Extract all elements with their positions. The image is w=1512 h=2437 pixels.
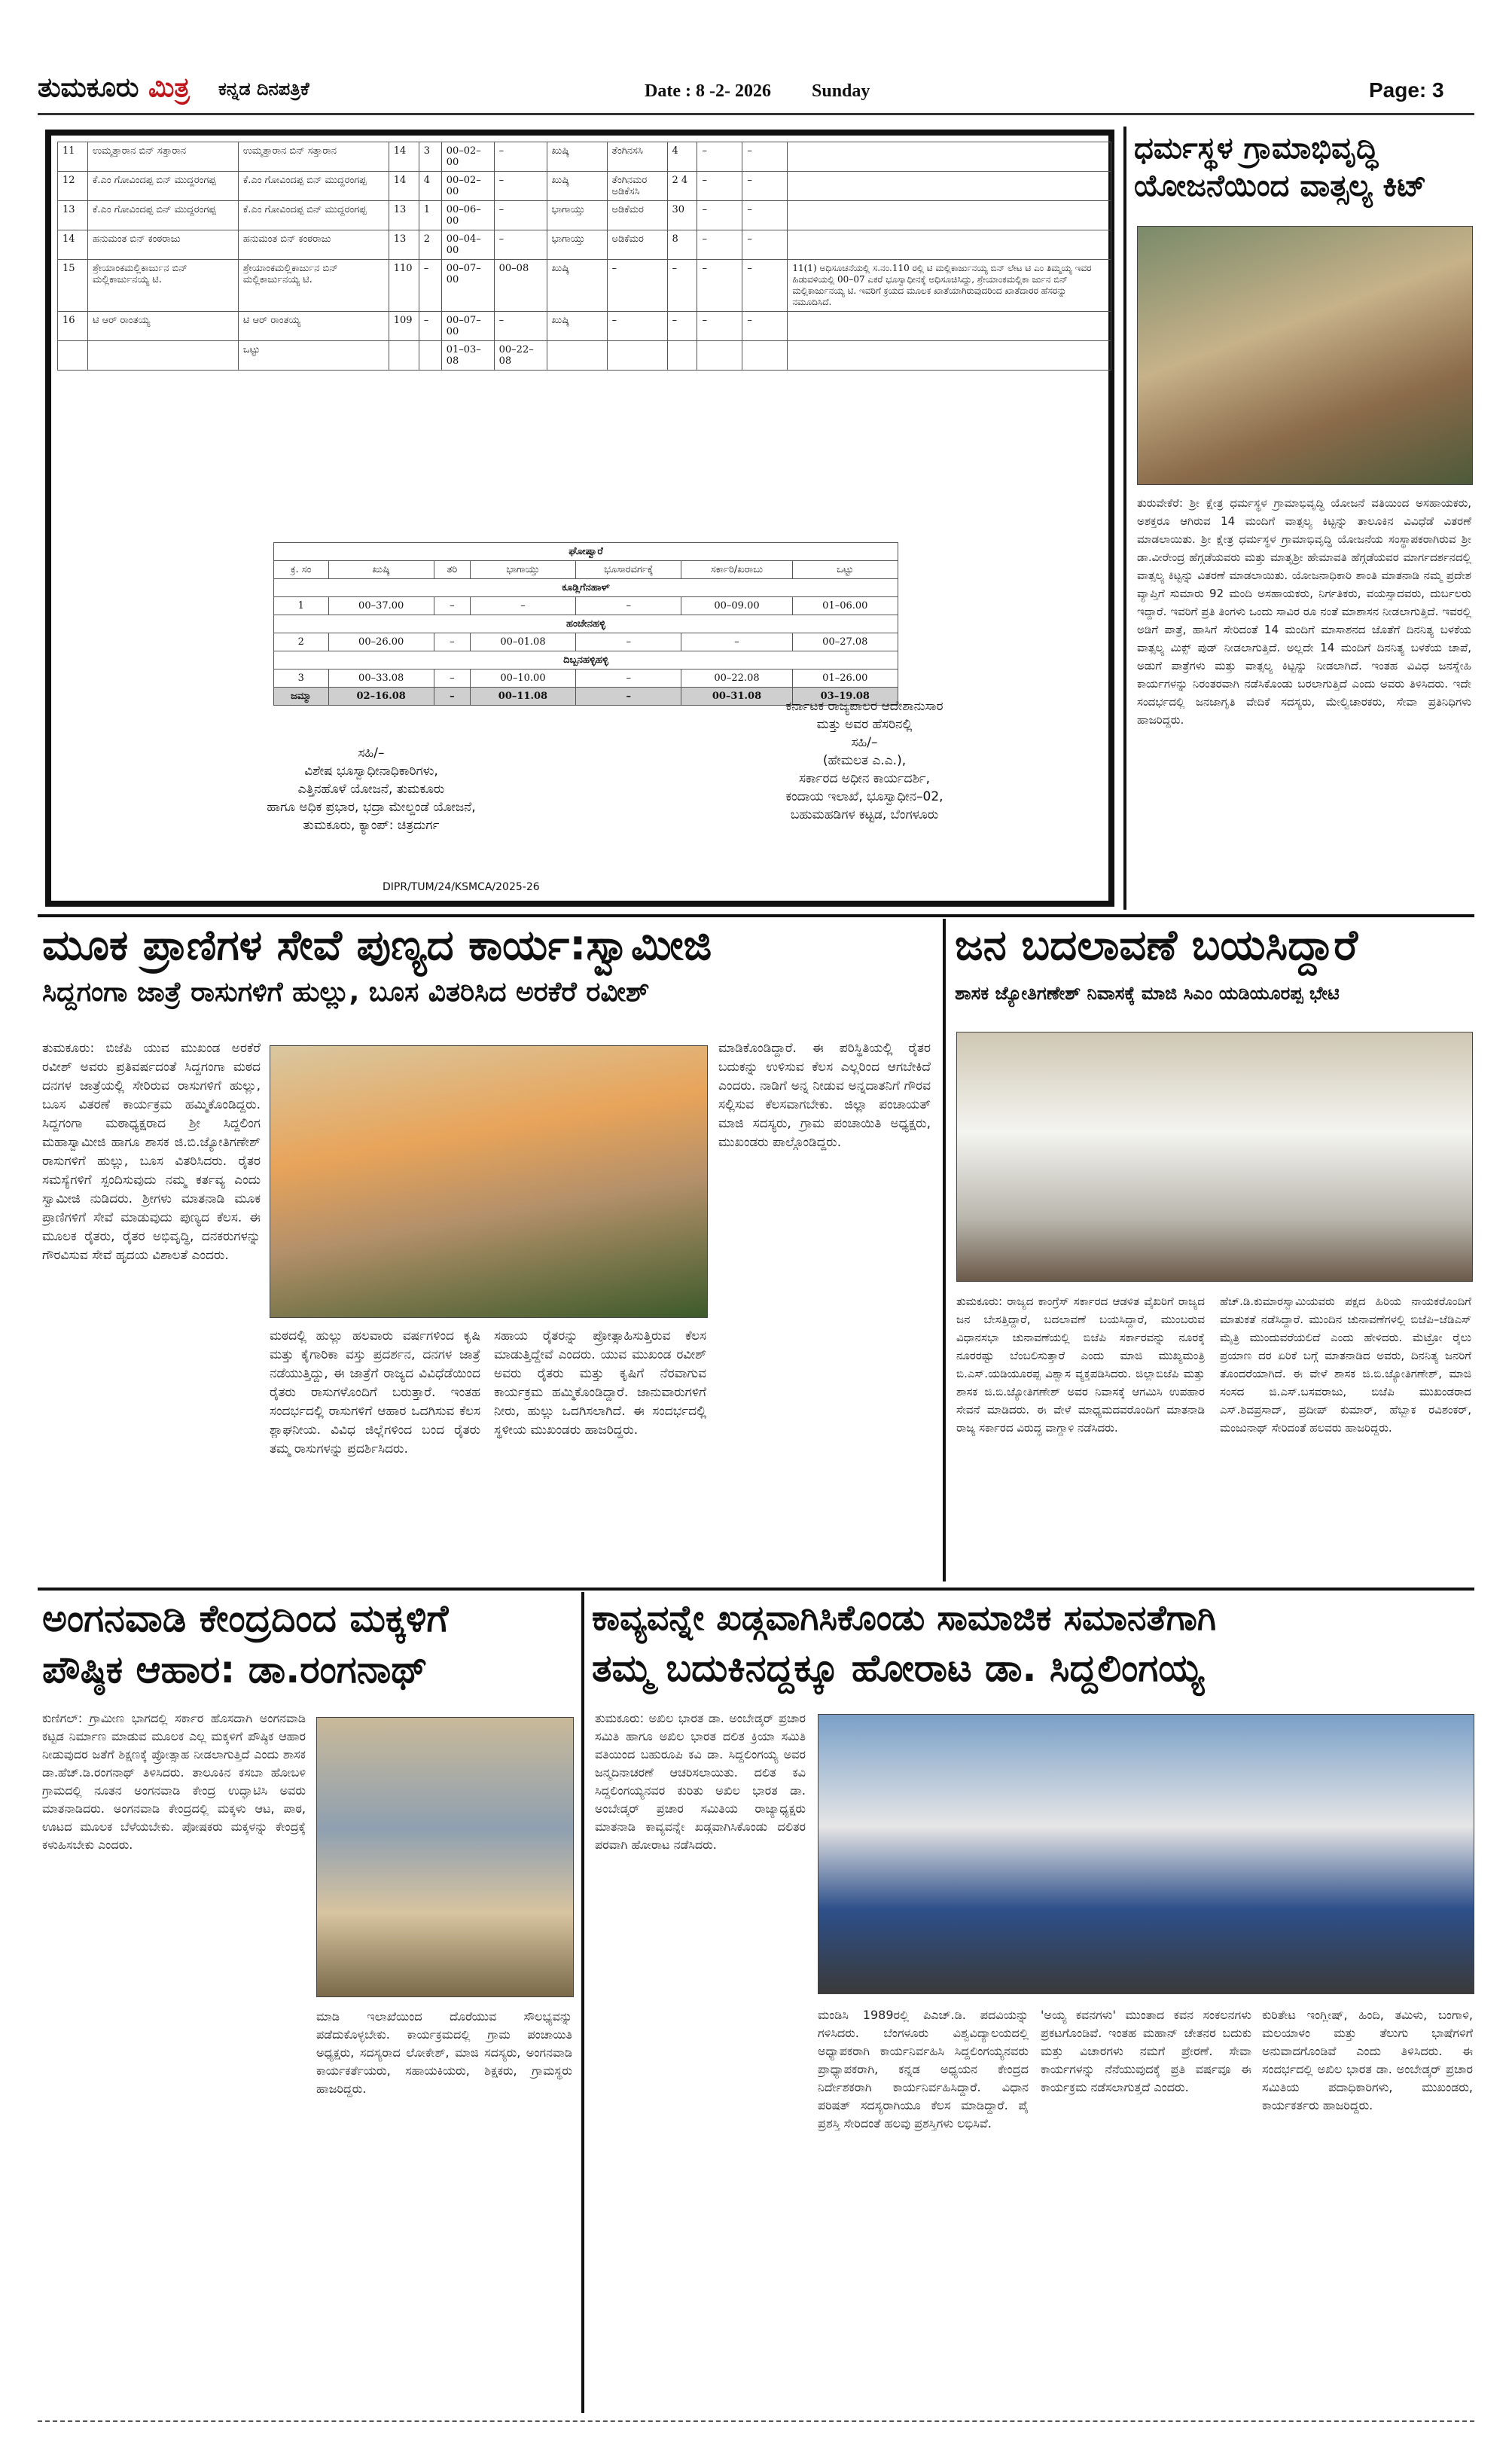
table-cell: 00–04–00 (441, 230, 494, 260)
table-row (58, 312, 1111, 341)
summary-cell: – (576, 688, 681, 706)
summary-title: ಘೋಷ್ವಾರೆ (274, 543, 898, 561)
table-row (58, 172, 1111, 201)
table-cell: – (494, 172, 547, 201)
summary-cell: – (576, 597, 681, 615)
table-cell (697, 341, 742, 371)
table-cell: 11 (58, 142, 88, 172)
table-cell: – (742, 172, 788, 201)
table-cell: 4 (419, 172, 441, 201)
summary-cell: – (434, 633, 470, 651)
table-cell: – (742, 260, 788, 312)
summary-cell: 00–22.08 (681, 669, 792, 688)
signature-right (706, 697, 1023, 824)
summary-table (273, 542, 898, 706)
table-cell: ಶ್ರೇಯಾಂಕಮಲ್ಲಿಕಾರ್ಜುನ ಬಿನ್ ಮಲ್ಲಿಕಾರ್ಜುನಯ್ಯ ಟಿ. (87, 260, 238, 312)
table-cell: ಉಮ್ಮತ್ತಾರಾನ ಬಿನ್ ಸತ್ತಾರಾನ (87, 142, 238, 172)
summary-cell: 02–16.08 (328, 688, 434, 706)
table-cell: ಕೆ.ಎಂ ಗೋವಿಂದಪ್ಪ ಬಿನ್ ಮುದ್ದರಂಗಪ್ಪ (87, 201, 238, 230)
summary-cell: 3 (274, 669, 329, 688)
sign-line: ವಿಶೇಷ ಭೂಸ್ವಾಧೀನಾಧಿಕಾರಿಗಳು, (304, 764, 438, 779)
table-cell: ತೆಂಗಿನಸಸಿ (607, 142, 667, 172)
sign-line: ಕಂದಾಯ ಇಲಾಖೆ, ಭೂಸ್ವಾಧೀನ–02, (785, 789, 943, 804)
summary-cell: 00–27.08 (792, 633, 898, 651)
table-cell: – (697, 201, 742, 230)
table-row (58, 341, 1111, 371)
table-cell: ಉಮ್ಮತ್ತಾರಾನ ಬಿನ್ ಸತ್ತಾರಾನ (238, 142, 389, 172)
table-cell: – (697, 142, 742, 172)
headline-change: ಜನ ಬದಲಾವಣೆ ಬಯಸಿದ್ದಾರೆ (955, 921, 1358, 970)
table-cell: – (742, 142, 788, 172)
section-rule (38, 914, 1474, 917)
gazette-notice (45, 130, 1114, 907)
article-body: ಕುಣಿಗಲ್: ಗ್ರಾಮೀಣ ಭಾಗದಲ್ಲಿ ಸರ್ಕಾರ ಹೊಸದಾಗಿ ಅಂಗನವಾಡಿ ಕಟ್ಟಡ ನಿರ್ಮಾಣ ಮಾಡುವ ಮೂಲಕ ಎಲ್ಲ ಮಕ್ಕಳಿಗೆ ಪೌಷ್ಠಿಕ ಆಹಾರ ನೀಡುವುದರ ಜತೆಗೆ ಶಿಕ್ಷಣಕ್ಕೆ ಪ್ರೋತ್ಸಾಹ ನೀಡಲಾಗುತ್ತಿದೆ ಎಂದು ಶಾಸಕ ಡಾ.ಹೆಚ್.ಡಿ.ರಂಗನಾಥ್ ತಿಳಿಸಿದರು. ತಾಲೂಕಿನ ಕಸಬಾ ಹೋಬಳಿ ಗ್ರಾಮದಲ್ಲಿ ನೂತನ ಅಂಗನವಾಡಿ ಕೇಂದ್ರ ಉದ್ಘಾಟಿಸಿ ಅವರು ಮಾತನಾಡಿದರು. ಅಂಗನವಾಡಿ ಕೇಂದ್ರದಲ್ಲಿ ಮಕ್ಕಳು ಆಟ, ಪಾಠ, ಊಟದ ಮೂಲಕ ಬೆಳೆಯಬೇಕು. ಪೋಷಕರು ಮಕ್ಕಳನ್ನು ಕೇಂದ್ರಕ್ಕೆ ಕಳುಹಿಸಬೇಕು ಎಂದರು. (42, 1711, 306, 1852)
table-cell: – (742, 312, 788, 341)
table-cell: 00–22–08 (494, 341, 547, 371)
table-cell: ಹನುಮಂತ ಬಿನ್ ಕಂಠರಾಜು (87, 230, 238, 260)
sign-line: ಹಾಗೂ ಅಧಿಕ ಪ್ರಭಾರ, ಭದ್ರಾ ಮೇಲ್ದಂಡೆ ಯೋಜನೆ, (267, 800, 476, 815)
signature-left (209, 744, 533, 834)
summary-cell: 01–06.00 (792, 597, 898, 615)
table-cell: ಖುಷ್ಕಿ (547, 260, 607, 312)
headline-seva: ಮೂಕ ಪ್ರಾಣಿಗಳ ಸೇವೆ ಪುಣ್ಯದ ಕಾರ್ಯ:ಸ್ವಾಮೀಜಿ (42, 921, 712, 970)
table-cell: – (697, 230, 742, 260)
table-cell: – (607, 260, 667, 312)
column-rule (581, 1592, 584, 2413)
summary-cell: ಕ್ರ. ಸಂ (274, 561, 329, 579)
table-cell: – (742, 201, 788, 230)
table-cell (607, 341, 667, 371)
summary-cell: – (681, 633, 792, 651)
summary-cell: ಜಮ್ಮಾ (274, 688, 329, 706)
article-body: ಮಠದಲ್ಲಿ ಹುಲ್ಲು ಹಲವಾರು ವರ್ಷಗಳಿಂದ ಕೃಷಿ ಮತ್ತು ಕೈಗಾರಿಕಾ ವಸ್ತು ಪ್ರದರ್ಶನ, ದನಗಳ ಜಾತ್ರೆ ನಡೆಯುತ್ತಿದ್ದು, ಈ ಜಾತ್ರೆಗೆ ರಾಜ್ಯದ ವಿವಿಧೆಡೆಯಿಂದ ರೈತರು ರಾಸುಗಳೊಂದಿಗೆ ಬರುತ್ತಾರೆ. ಇಂತಹ ಸಂದರ್ಭದಲ್ಲಿ ರಾಸುಗಳಿಗೆ ಆಹಾರ ಒದಗಿಸುವ ಕೆಲಸ ಶ್ಲಾಘನೀಯ. ವಿವಿಧ ಜಿಲ್ಲೆಗಳಿಂದ ಬಂದ ರೈತರು ತಮ್ಮ ರಾಸುಗಳನ್ನು ಪ್ರದರ್ಶಿಸಿದರು. (270, 1328, 480, 1456)
table-cell: 00–08 (494, 260, 547, 312)
article-body: ತುರುವೇಕೆರೆ: ಶ್ರೀ ಕ್ಷೇತ್ರ ಧರ್ಮಸ್ಥಳ ಗ್ರಾಮಾಭಿವೃದ್ಧಿ ಯೋಜನೆ ವತಿಯಿಂದ ಅಸಹಾಯಕರು, ಅಶಕ್ತರೂ ಆಗಿರುವ 14 ಮಂದಿಗೆ ವಾತ್ಸಲ್ಯ ಕಿಟ್ಟನ್ನು ತಾಲೂಕಿನ ವಿವಿಧೆಡೆ ವಿತರಣೆ ಮಾಡಲಾಯಿತು. ಶ್ರೀ ಕ್ಷೇತ್ರ ಧರ್ಮಸ್ಥಳ ಗ್ರಾಮಾಭಿವೃದ್ಧಿ ಯೋಜನೆಯ ಸಂಸ್ಥಾಪಕರಾಗಿರುವ ಶ್ರೀ ಡಾ.ವೀರೇಂದ್ರ ಹೆಗ್ಗಡೆಯವರು ಮತ್ತು ಮಾತೃಶ್ರೀ ಹೇಮಾವತಿ ಹೆಗ್ಗಡೆಯವರ ಮಾರ್ಗದರ್ಶನದಲ್ಲಿ ವಾತ್ಸಲ್ಯ ಕಿಟ್ಟನ್ನು ವಿತರಣೆ ಮಾಡಲಾಯಿತು. ಯೋಜನಾಧಿಕಾರಿ ಶಾಂತಿ ಮಾತನಾಡಿ ನಮ್ಮ ಪ್ರದೇಶ ವ್ಯಾಪ್ತಿಗೆ ಸುಮಾರು 92 ಮಂದಿ ಅಸಹಾಯಕರು, ನಿರ್ಗತಿಕರು, ವಯಸ್ಸಾದವರು, ದುರ್ಬಲರು ಇದ್ದಾರೆ. ಇವರಿಗೆ ಪ್ರತಿ ತಿಂಗಳು ಒಂದು ಸಾವಿರ ರೂ ನಂತೆ ಮಾಶಾಸನ ನೀಡಲಾಗುತ್ತಿದೆ. ಇವರಲ್ಲಿ ಅಡಿಗೆ ಪಾತ್ರೆ, ಹಾಸಿಗೆ ಸೇರಿದಂತೆ 14 ಮಂದಿಗೆ ಮಾಸಾಶನದ ಜೊತೆಗೆ ದಿನನಿತ್ಯ ಬಳಕೆಯ ವಾತ್ಸಲ್ಯ ಮಿಕ್ಸ್ ಪುಡ್ ನೀಡಲಾಗುತ್ತಿದೆ. ಅಲ್ಲದೇ 14 ಮಂದಿಗೆ ದಿನನಿತ್ಯ ಬಳಕೆಯ ಚಾಪೆ, ಅಡುಗೆ ಪಾತ್ರೆಗಳು ಮತ್ತು ವಾತ್ಸಲ್ಯ ಕಿಟ್ಟನ್ನು ನೀಡಲಾಗಿದೆ. ಇಂತಹ ವಿವಿಧ ಜನಸ್ನೇಹಿ ಕಾರ್ಯಗಳನ್ನು ನಿರಂತರವಾಗಿ ನಡೆಸಿಕೊಂಡು ಬರಲಾಗುತ್ತಿದೆ ಎಂದು ಅವರು ತಿಳಿಸಿದರು. ಇದೇ ಸಂದರ್ಭದಲ್ಲಿ ಜನಜಾಗೃತಿ ವೇದಿಕೆ ಸದಸ್ಯರು, ಮೇಲ್ವಿಚಾರಕರು, ಸೇವಾ ಪ್ರತಿನಿಧಿಗಳು ಹಾಜರಿದ್ದರು. (1137, 496, 1471, 727)
photo-kit-distribution (1137, 226, 1473, 485)
table-cell (788, 312, 1111, 341)
table-row (58, 142, 1111, 172)
table-cell: 16 (58, 312, 88, 341)
summary-row (274, 633, 898, 651)
summary-cell: 03–19.08 (792, 688, 898, 706)
table-cell (667, 341, 697, 371)
table-cell (547, 341, 607, 371)
table-cell: 11(1) ಅಧಿಸೂಚನೆಯಲ್ಲಿ ಸ.ನಂ.110 ರಲ್ಲಿ ಟಿ ಮಲ್ಲಿಕಾರ್ಜುನಯ್ಯ ಬಿನ್ ಲೇಟ ಟಿ ಎಂ ತಿಮ್ಮಯ್ಯ ಇವರ ಹಿಡುವಳಿಯಲ್ಲಿ 00–07 ಎಕರೆ ಭೂಸ್ವಾಧೀನಕ್ಕೆ ಅಧಿಸೂಚಿಸಿದ್ದು, ಶ್ರೇಯಾಂಕಮಲ್ಲಿಕಾ ರ್ಜುನ ಬಿನ್ ಮಲ್ಲಿಕಾರ್ಜುನಯ್ಯ ಟಿ. ಇವರಿಗೆ ಕ್ರಯದ ಮೂಲಕ ಖಾತೆಯಾಗಿರುವುದರಿಂದ ಖಾತೆದಾರರ ಹೆಸರನ್ನು ನಮೂದಿಸಿದೆ. (788, 260, 1111, 312)
table-cell: 14 (389, 142, 419, 172)
table-cell: ಕೆ.ಎಂ ಗೋವಿಂದಪ್ಪ ಬಿನ್ ಮುದ್ದರಂಗಪ್ಪ (87, 172, 238, 201)
table-cell: 3 (419, 142, 441, 172)
table-cell: ಟಿ ಆರ್ ರಾಂತಯ್ಯ (238, 312, 389, 341)
table-cell (788, 142, 1111, 172)
summary-cell: ತರಿ (434, 561, 470, 579)
summary-cell: ಭೂಸಾರವರ್ಗಕ್ಕೆ (576, 561, 681, 579)
article-body: ಮಾಡಿಕೊಂಡಿದ್ದಾರೆ. ಈ ಪರಿಸ್ಥಿತಿಯಲ್ಲಿ ರೈತರ ಬದುಕನ್ನು ಉಳಿಸುವ ಕೆಲಸ ಎಲ್ಲರಿಂದ ಆಗಬೇಕಿದೆ ಎಂದರು. ನಾಡಿಗೆ ಅನ್ನ ನೀಡುವ ಅನ್ನದಾತನಿಗೆ ಗೌರವ ಸಲ್ಲಿಸುವ ಕೆಲಸವಾಗಬೇಕು. ಜಿಲ್ಲಾ ಪಂಚಾಯತ್ ಮಾಜಿ ಸದಸ್ಯರು, ಗ್ರಾಮ ಪಂಚಾಯಿತಿ ಅಧ್ಯಕ್ಷರು, ಮುಖಂಡರು ಪಾಲ್ಗೊಂಡಿದ್ದರು. (718, 1041, 931, 1150)
column-rule (1123, 127, 1126, 910)
article-body: ತುಮಕೂರು: ಬಿಜೆಪಿ ಯುವ ಮುಖಂಡ ಅರಕೆರೆ ರವೀಶ್ ಅವರು ಪ್ರತಿವರ್ಷದಂತೆ ಸಿದ್ದಗಂಗಾ ಮಠದ ದನಗಳ ಜಾತ್ರೆಯಲ್ಲಿ ಸೇರಿರುವ ರಾಸುಗಳಿಗೆ ಹುಲ್ಲು, ಬೂಸ ವಿತರಣೆ ಕಾರ್ಯಕ್ರಮ ಹಮ್ಮಿಕೊಂಡಿದ್ದರು. ಸಿದ್ದಗಂಗಾ ಮಠಾಧ್ಯಕ್ಷರಾದ ಶ್ರೀ ಸಿದ್ದಲಿಂಗ ಮಹಾಸ್ವಾಮೀಜಿ ಹಾಗೂ ಶಾಸಕ ಜಿ.ಬಿ.ಜ್ಯೋತಿಗಣೇಶ್ ರಾಸುಗಳಿಗೆ ಹುಲ್ಲು, ಬೂಸ ವಿತರಿಸಿದರು. ರೈತರ ಸಮಸ್ಯೆಗಳಿಗೆ ಸ್ಪಂದಿಸುವುದು ನಮ್ಮ ಕರ್ತವ್ಯ ಎಂದು ಸ್ವಾಮೀಜಿ ನುಡಿದರು. ಶ್ರೀಗಳು ಮಾತನಾಡಿ ಮೂಕ ಪ್ರಾಣಿಗಳಿಗೆ ಸೇವೆ ಮಾಡುವುದು ಪುಣ್ಯದ ಕೆಲಸ. ಈ ಮೂಲಕ ರೈತರು, ರೈತರ ಅಭಿವೃದ್ಧಿ, ದನಕರುಗಳನ್ನು ಗೌರವಿಸುವ ಸೇವೆ ಹೃದಯ ವಿಶಾಲತೆ ಎಂದರು. (42, 1041, 261, 1263)
table-cell: – (697, 312, 742, 341)
photo-fodder-distribution (270, 1045, 708, 1318)
article-body: ಮಾಡಿ ಇಲಾಖೆಯಿಂದ ದೊರೆಯುವ ಸೌಲಭ್ಯವನ್ನು ಪಡೆದುಕೊಳ್ಳಬೇಕು. ಕಾರ್ಯಕ್ರಮದಲ್ಲಿ ಗ್ರಾಮ ಪಂಚಾಯಿತಿ ಅಧ್ಯಕ್ಷರು, ಸದಸ್ಯರಾದ ಲೋಕೇಶ್, ಮಾಜಿ ಸದಸ್ಯರು, ಅಂಗನವಾಡಿ ಕಾರ್ಯಕರ್ತೆಯರು, ಸಹಾಯಕಿಯರು, ಶಿಕ್ಷಕರು, ಗ್ರಾಮಸ್ಥರು ಹಾಜರಿದ್ದರು. (316, 2009, 572, 2096)
photo-yediyurappa-visit (956, 1032, 1473, 1282)
table-cell: 13 (389, 230, 419, 260)
article-body: ಹೆಚ್.ಡಿ.ಕುಮಾರಸ್ವಾಮಿಯವರು ಪಕ್ಷದ ಹಿರಿಯ ನಾಯಕರೊಂದಿಗೆ ಮಾತುಕತೆ ನಡೆಸಿದ್ದಾರೆ. ಮುಂದಿನ ಚುನಾವಣೆಗಳಲ್ಲಿ ಬಿಜೆಪಿ–ಜೆಡಿಎಸ್ ಮೈತ್ರಿ ಮುಂದುವರೆಯಲಿದೆ ಎಂದು ಹೇಳಿದರು. ಮೆಟ್ರೋ ರೈಲು ಪ್ರಯಾಣ ದರ ಏರಿಕೆ ಬಗ್ಗೆ ಮಾತನಾಡಿದ ಅವರು, ದಿನನಿತ್ಯ ಜನರಿಗೆ ತೊಂದರೆಯಾಗಿದೆ. ಈ ವೇಳೆ ಶಾಸಕ ಜಿ.ಬಿ.ಜ್ಯೋತಿಗಣೇಶ್, ಮಾಜಿ ಸಂಸದ ಜಿ.ಎಸ್.ಬಸವರಾಜು, ಬಿಜೆಪಿ ಮುಖಂಡರಾದ ಎಸ್.ಶಿವಪ್ರಸಾದ್, ಪ್ರದೀಪ್ ಕುಮಾರ್, ಹೆಬ್ಬಾಕ ರವಿಶಂಕರ್, ಮಂಜುನಾಥ್ ಸೇರಿದಂತೆ ಹಲವರು ಹಾಜರಿದ್ದರು. (1220, 1295, 1471, 1435)
table-cell: 00–02–00 (441, 142, 494, 172)
summary-row (274, 561, 898, 579)
sign-line: ಸಹಿ/– (851, 735, 878, 750)
headline-dharmasthala: ಧರ್ಮಸ್ಥಳ ಗ್ರಾಮಾಭಿವೃದ್ಧಿ ಯೋಜನೆಯಿಂದ ವಾತ್ಸಲ್ಯ ಕಿಟ್ (1134, 131, 1427, 203)
summary-cell: ಖುಷ್ಕಿ (328, 561, 434, 579)
table-cell (788, 230, 1111, 260)
headline-anganwadi: ಅಂಗನವಾಡಿ ಕೇಂದ್ರದಿಂದ ಮಕ್ಕಳಿಗೆ (42, 1597, 449, 1640)
photo-siddalingaiah-event (818, 1714, 1474, 1994)
summary-cell: 00–09.00 (681, 597, 792, 615)
table-cell (788, 172, 1111, 201)
table-cell: 109 (389, 312, 419, 341)
table-cell: 14 (389, 172, 419, 201)
article-body: ಸಹಾಯ ರೈತರನ್ನು ಪ್ರೋತ್ಸಾಹಿಸುತ್ತಿರುವ ಕೆಲಸ ಮಾಡುತ್ತಿದ್ದೇವೆ ಎಂದರು. ಯುವ ಮುಖಂಡ ರವೀಶ್ ಅವರು ರೈತರು ಮತ್ತು ಕೃಷಿಗೆ ನೆರವಾಗುವ ಕಾರ್ಯಕ್ರಮ ಹಮ್ಮಿಕೊಂಡಿದ್ದಾರೆ. ಜಾನುವಾರುಗಳಿಗೆ ನೀರು, ಹುಲ್ಲು ಒದಗಿಸಲಾಗಿದೆ. ಈ ಸಂದರ್ಭದಲ್ಲಿ ಸ್ಥಳೀಯ ಮುಖಂಡರು ಹಾಜರಿದ್ದರು. (494, 1328, 706, 1438)
article-body: 'ಅಯ್ಯ ಕವನಗಳು' ಮುಂತಾದ ಕವನ ಸಂಕಲನಗಳು ಪ್ರಕಟಗೊಂಡಿವೆ. ಇಂತಹ ಮಹಾನ್ ಚೇತನರ ಬದುಕು ಮತ್ತು ವಿಚಾರಗಳು ನಮಗೆ ಪ್ರೇರಣೆ. ಸೇವಾ ಕಾರ್ಯಗಳನ್ನು ನೆನೆಯುವುದಕ್ಕೆ ಪ್ರತಿ ವರ್ಷವೂ ಈ ಕಾರ್ಯಕ್ರಮ ನಡೆಸಲಾಗುತ್ತದೆ ಎಂದರು. (1041, 2008, 1251, 2094)
summary-cell: – (470, 597, 575, 615)
headline-siddalingaiah: ಕಾವ್ಯವನ್ನೇ ಖಡ್ಗವಾಗಿಸಿಕೊಂಡು ಸಾಮಾಜಿಕ ಸಮಾನತೆಗಾಗಿ (592, 1597, 1216, 1638)
summary-cell: 00–11.08 (470, 688, 575, 706)
table-cell: – (697, 172, 742, 201)
table-cell: 1 (419, 201, 441, 230)
table-cell: ಕೆ.ಎಂ ಗೋವಿಂದಪ್ಪ ಬಿನ್ ಮುದ್ದರಂಗಪ್ಪ (238, 201, 389, 230)
table-cell: ಖುಷ್ಕಿ (547, 312, 607, 341)
sign-line: ಸರ್ಕಾರದ ಅಧೀನ ಕಾರ್ಯದರ್ಶಿ, (799, 771, 930, 786)
table-cell: – (419, 260, 441, 312)
subheadline-change: ಶಾಸಕ ಜ್ಯೋತಿಗಣೇಶ್ ನಿವಾಸಕ್ಕೆ ಮಾಜಿ ಸಿಎಂ ಯಡಿಯೂರಪ್ಪ ಭೇಟಿ (955, 983, 1340, 1004)
issue-day: Sunday (812, 81, 870, 101)
headline-anganwadi-2: ಪೌಷ್ಠಿಕ ಆಹಾರ: ಡಾ.ರಂಗನಾಥ್ (42, 1648, 428, 1691)
table-cell: ತೆಂಗಿನಮರ ಅಡಿಕೆಸಸಿ (607, 172, 667, 201)
table-cell (419, 341, 441, 371)
table-cell: 12 (58, 172, 88, 201)
table-cell (87, 341, 238, 371)
issue-date: Date : 8 -2- 2026 (645, 81, 771, 101)
table-cell: – (494, 312, 547, 341)
column-rule (943, 919, 946, 1581)
summary-cell: ಭಾಗಾಯ್ತು (470, 561, 575, 579)
masthead-logo (38, 72, 190, 104)
logo-text: ತುಮಕೂರು (38, 72, 148, 103)
table-row (58, 201, 1111, 230)
summary-cell: 00–33.08 (328, 669, 434, 688)
sign-line: (ಹೇಮಲತ ಎ.ಎ.), (822, 753, 907, 768)
table-row (58, 230, 1111, 260)
sign-line: ಸಹಿ/– (358, 746, 385, 761)
table-cell: 8 (667, 230, 697, 260)
table-cell: 2 (419, 230, 441, 260)
table-cell (389, 341, 419, 371)
summary-cell: 01–26.00 (792, 669, 898, 688)
section-rule (38, 1588, 1474, 1591)
summary-cell: ಸರ್ಕಾರಿ/ಖರಾಬು (681, 561, 792, 579)
table-cell (58, 341, 88, 371)
logo-accent: ಮಿತ್ರ (148, 72, 190, 103)
sign-line: ತುಮಕೂರು, ಕ್ಯಾಂಪ್: ಚಿತ್ರದುರ್ಗ (303, 818, 440, 833)
table-cell: 00–07–00 (441, 312, 494, 341)
footer-rule (38, 2420, 1474, 2423)
article-body: ಕುರಿತೇಟ ಇಂಗ್ಲೀಷ್, ಹಿಂದಿ, ತಮಿಳು, ಬಂಗಾಳಿ, ಮಲಯಾಳಂ ಮತ್ತು ತೆಲುಗು ಭಾಷೆಗಳಿಗೆ ಅನುವಾದಗೊಂಡಿವೆ ಎಂದು ತಿಳಿಸಿದರು. ಈ ಸಂದರ್ಭದಲ್ಲಿ ಅಖಿಲ ಭಾರತ ಡಾ. ಅಂಬೇಡ್ಕರ್ ಪ್ರಚಾರ ಸಮಿತಿಯ ಪದಾಧಿಕಾರಿಗಳು, ಮುಖಂಡರು, ಕಾರ್ಯಕರ್ತರು ಹಾಜರಿದ್ದರು. (1262, 2008, 1473, 2112)
summary-cell: ಒಟ್ಟು (792, 561, 898, 579)
table-cell: – (607, 312, 667, 341)
sign-line: ಎತ್ತಿನಹೊಳೆ ಯೋಜನೆ, ತುಮಕೂರು (297, 782, 445, 797)
summary-section: ದಿಬ್ಬನಹಳ್ಳಿಹಳ್ಳಿ (274, 651, 898, 669)
land-table (57, 142, 1111, 371)
table-cell: 00–07–00 (441, 260, 494, 312)
masthead-rule (38, 113, 1474, 115)
table-cell: 2 4 (667, 172, 697, 201)
summary-cell: 00–01.08 (470, 633, 575, 651)
summary-cell: 00–37.00 (328, 597, 434, 615)
table-cell: 01–03–08 (441, 341, 494, 371)
subheadline-seva: ಸಿದ್ದಗಂಗಾ ಜಾತ್ರೆ ರಾಸುಗಳಿಗೆ ಹುಲ್ಲು, ಬೂಸ ವಿತರಿಸಿದ ಅರಕೆರೆ ರವೀಶ್ (42, 977, 650, 1008)
table-cell: 15 (58, 260, 88, 312)
table-cell: 00–02–00 (441, 172, 494, 201)
table-cell: 13 (389, 201, 419, 230)
summary-cell: 00–31.08 (681, 688, 792, 706)
table-cell: – (419, 312, 441, 341)
table-cell: ಖುಷ್ಕಿ (547, 142, 607, 172)
table-cell: ಭಾಗಾಯ್ತು (547, 201, 607, 230)
summary-row (274, 669, 898, 688)
table-cell: ಹನುಮಂತ ಬಿನ್ ಕಂಠರಾಜು (238, 230, 389, 260)
table-cell: 4 (667, 142, 697, 172)
summary-section: ಹಂಚೇನಹಳ್ಳಿ (274, 615, 898, 633)
article-body: ಮಂಡಿಸಿ 1989ರಲ್ಲಿ ಪಿಎಚ್.ಡಿ. ಪದವಿಯನ್ನು ಗಳಿಸಿದರು. ಬೆಂಗಳೂರು ವಿಶ್ವವಿದ್ಯಾಲಯದಲ್ಲಿ ಅಧ್ಯಾಪಕರಾಗಿ ಕಾರ್ಯನಿರ್ವಹಿಸಿ ಸಿದ್ದಲಿಂಗಯ್ಯನವರು ಪ್ರಾಧ್ಯಾಪಕರಾಗಿ, ಕನ್ನಡ ಅಧ್ಯಯನ ಕೇಂದ್ರದ ನಿರ್ದೇಶಕರಾಗಿ ಕಾರ್ಯನಿರ್ವಹಿಸಿದ್ದಾರೆ. ವಿಧಾನ ಪರಿಷತ್ ಸದಸ್ಯರಾಗಿಯೂ ಕೆಲಸ ಮಾಡಿದ್ದಾರೆ. ಪೈ ಪ್ರಶಸ್ತಿ ಸೇರಿದಂತೆ ಹಲವು ಪ್ರಶಸ್ತಿಗಳು ಲಭಿಸಿವೆ. (818, 2008, 1029, 2130)
sign-line: ಕರ್ನಾಟಕ ರಾಜ್ಯಪಾಲರ ಆದೇಶಾನುಸಾರ (785, 699, 943, 714)
page-number: Page: 3 (1369, 78, 1444, 102)
table-cell (788, 201, 1111, 230)
table-cell: – (494, 142, 547, 172)
tagline: ಕನ್ನಡ ದಿನಪತ್ರಿಕೆ (218, 78, 309, 99)
summary-cell: – (434, 669, 470, 688)
summary-section: ಕೂಡ್ಲಿಗೆನಹಾಳ್ (274, 579, 898, 597)
table-cell: 30 (667, 201, 697, 230)
table-cell: – (667, 260, 697, 312)
article-body: ತುಮಕೂರು: ಅಖಿಲ ಭಾರತ ಡಾ. ಅಂಬೇಡ್ಕರ್ ಪ್ರಚಾರ ಸಮಿತಿ ಹಾಗೂ ಅಖಿಲ ಭಾರತ ದಲಿತ ಕ್ರಿಯಾ ಸಮಿತಿ ವತಿಯಿಂದ ಬಹುರೂಪಿ ಕವಿ ಡಾ. ಸಿದ್ದಲಿಂಗಯ್ಯ ಅವರ ಜನ್ಮದಿನಾಚರಣೆ ಆಚರಿಸಲಾಯಿತು. ದಲಿತ ಕವಿ ಸಿದ್ದಲಿಂಗಯ್ಯನವರ ಕುರಿತು ಅಖಿಲ ಭಾರತ ಡಾ. ಅಂಬೇಡ್ಕರ್ ಪ್ರಚಾರ ಸಮಿತಿಯ ರಾಜ್ಯಾಧ್ಯಕ್ಷರು ಮಾತನಾಡಿ ಕಾವ್ಯವನ್ನೇ ಖಡ್ಗವಾಗಿಸಿಕೊಂಡು ದಲಿತರ ಪರವಾಗಿ ಹೋರಾಟ ನಡೆಸಿದರು. (595, 1711, 806, 1852)
table-cell (742, 341, 788, 371)
table-cell: ಭಾಗಾಯ್ತು (547, 230, 607, 260)
photo-anganwadi-inauguration (316, 1717, 574, 1997)
table-cell: 14 (58, 230, 88, 260)
table-cell (788, 341, 1111, 371)
table-cell: ಅಡಿಕೆಮರ (607, 230, 667, 260)
table-cell: ಖುಷ್ಕಿ (547, 172, 607, 201)
summary-cell: 00–10.00 (470, 669, 575, 688)
table-cell: – (667, 312, 697, 341)
summary-cell: – (434, 688, 470, 706)
dipr-code: DIPR/TUM/24/KSMCA/2025-26 (383, 881, 540, 893)
sign-line: ಮತ್ತು ಅವರ ಹೆಸರಿನಲ್ಲಿ (816, 717, 913, 732)
table-row (58, 260, 1111, 312)
table-cell: – (697, 260, 742, 312)
article-body: ತುಮಕೂರು: ರಾಜ್ಯದ ಕಾಂಗ್ರೆಸ್ ಸರ್ಕಾರದ ಆಡಳಿತ ವೈಖರಿಗೆ ರಾಜ್ಯದ ಜನ ಬೇಸತ್ತಿದ್ದಾರೆ, ಬದಲಾವಣೆ ಬಯಸಿದ್ದಾರೆ, ಮುಂಬರುವ ವಿಧಾನಸಭಾ ಚುನಾವಣೆಯಲ್ಲಿ ಬಿಜೆಪಿ ಸರ್ಕಾರವನ್ನು ನೂರಕ್ಕೆ ನೂರರಷ್ಟು ಬೆಂಬಲಿಸುತ್ತಾರೆ ಎಂದು ಮಾಜಿ ಮುಖ್ಯಮಂತ್ರಿ ಬಿ.ಎಸ್.ಯಡಿಯೂರಪ್ಪ ವಿಶ್ವಾಸ ವ್ಯಕ್ತಪಡಿಸಿದರು. ಜಿಲ್ಲಾಬಿಜೆಪಿ ಮತ್ತು ಶಾಸಕ ಜಿ.ಬಿ.ಜ್ಯೋತಿಗಣೇಶ್ ಅವರ ನಿವಾಸಕ್ಕೆ ಆಗಮಿಸಿ ಉಪಹಾರ ಸೇವನೆ ಮಾಡಿದರು. ಈ ವೇಳೆ ಮಾಧ್ಯಮದವರೊಂದಿಗೆ ಮಾತನಾಡಿ ರಾಜ್ಯ ಸರ್ಕಾರದ ವಿರುದ್ಧ ವಾಗ್ದಾಳಿ ನಡೆಸಿದರು. (956, 1295, 1205, 1435)
table-cell: ಅಡಿಕೆಮರ (607, 201, 667, 230)
summary-cell: 2 (274, 633, 329, 651)
table-cell: 13 (58, 201, 88, 230)
table-cell: 110 (389, 260, 419, 312)
summary-row (274, 597, 898, 615)
summary-cell: – (576, 669, 681, 688)
table-cell: – (494, 230, 547, 260)
summary-cell: 1 (274, 597, 329, 615)
table-cell: – (742, 230, 788, 260)
table-cell: 00–06–00 (441, 201, 494, 230)
summary-cell: – (576, 633, 681, 651)
summary-cell: 00–26.00 (328, 633, 434, 651)
table-cell: ಟಿ ಆರ್ ರಾಂತಯ್ಯ (87, 312, 238, 341)
sign-line: ಬಹುಮಹಡಿಗಳ ಕಟ್ಟಡ, ಬೆಂಗಳೂರು (790, 807, 939, 822)
table-cell: – (494, 201, 547, 230)
table-cell: ಒಟ್ಟು (238, 341, 389, 371)
table-cell: ಕೆ.ಎಂ ಗೋವಿಂದಪ್ಪ ಬಿನ್ ಮುದ್ದರಂಗಪ್ಪ (238, 172, 389, 201)
table-cell: ಶ್ರೇಯಾಂಕಮಲ್ಲಿಕಾರ್ಜುನ ಬಿನ್ ಮಲ್ಲಿಕಾರ್ಜುನಯ್ಯ ಟಿ. (238, 260, 389, 312)
headline-siddalingaiah-2: ತಮ್ಮ ಬದುಕಿನದ್ದಕ್ಕೂ ಹೋರಾಟ ಡಾ. ಸಿದ್ದಲಿಂಗಯ್ಯ (592, 1646, 1204, 1690)
summary-cell: – (434, 597, 470, 615)
